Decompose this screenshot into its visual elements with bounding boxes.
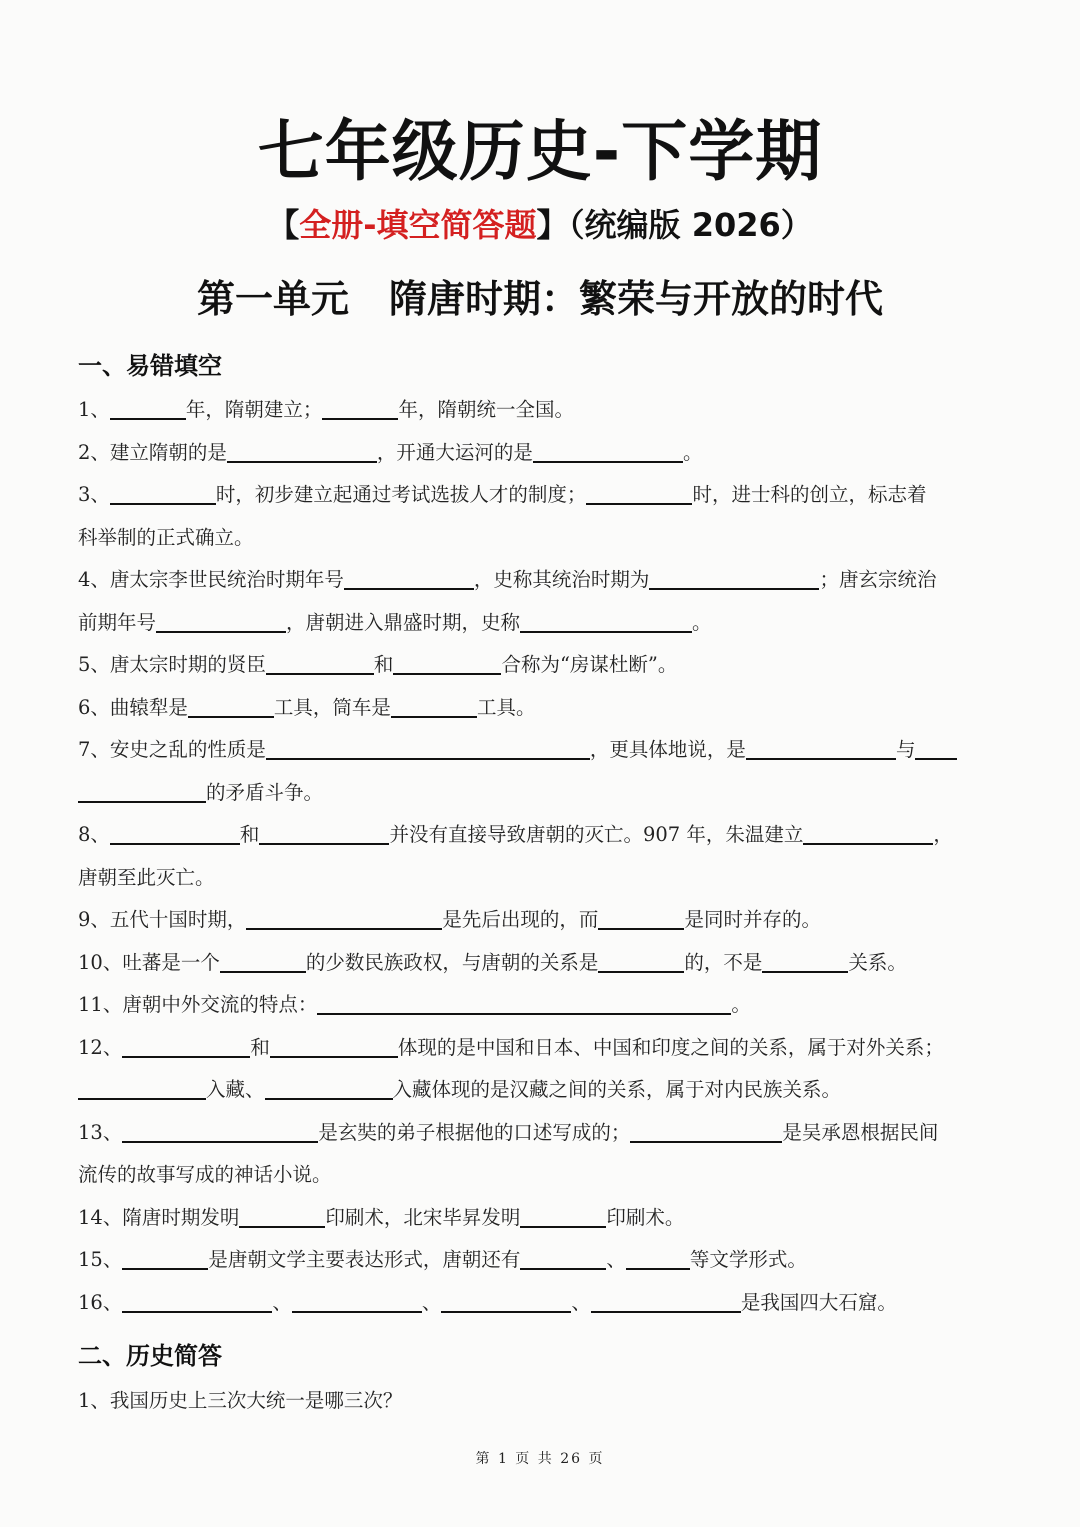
question-16: 16、 、 、 、 是我国四大石窟。 (78, 1291, 897, 1314)
answer-blank[interactable] (265, 1078, 393, 1100)
unit-label: 第一单元 (196, 277, 349, 321)
answer-blank[interactable] (762, 951, 848, 973)
answer-blank[interactable] (630, 1121, 782, 1143)
unit-name: 隋唐时期：繁荣与开放的时代 (389, 277, 884, 321)
answer-blank[interactable] (122, 1036, 250, 1058)
answer-blank[interactable] (122, 1291, 272, 1313)
answer-blank[interactable] (322, 398, 398, 420)
answer-blank[interactable] (292, 1291, 422, 1313)
question-13-cont: 流传的故事写成的神话小说。 (78, 1163, 332, 1186)
answer-blank[interactable] (649, 568, 819, 590)
answer-blank[interactable] (586, 483, 692, 505)
question-2: 2、建立隋朝的是 ，开通大运河的是 。 (78, 441, 703, 464)
question-4: 4、唐太宗李世民统治时期年号 ，史称其统治时期为 ；唐玄宗统治 (78, 568, 937, 591)
answer-blank[interactable] (78, 781, 206, 803)
question-3: 3、 时，初步建立起通过考试选拔人才的制度； 时，进士科的创立，标志着 (78, 483, 927, 506)
question-1: 1、 年，隋朝建立； 年，隋朝统一全国。 (78, 398, 574, 421)
question-14: 14、隋唐时期发明 印刷术，北宋毕昇发明 印刷术。 (78, 1206, 685, 1229)
answer-blank[interactable] (122, 1121, 318, 1143)
question-15: 15、 是唐朝文学主要表达形式，唐朝还有 、 等文学形式。 (78, 1248, 807, 1271)
subtitle-edition: （统编版 2026） (568, 206, 813, 244)
answer-blank[interactable] (591, 1291, 741, 1313)
answer-blank[interactable] (598, 908, 684, 930)
section-heading-short-answer: 二、历史简答 (78, 1342, 222, 1370)
page-title: 七年级历史-下学期 (257, 113, 823, 190)
answer-blank[interactable] (393, 653, 501, 675)
answer-blank[interactable] (188, 696, 274, 718)
question-12: 12、 和 体现的是中国和日本、中国和印度之间的关系，属于对外关系； (78, 1036, 944, 1059)
short-answer-question-1: 1、我国历史上三次大统一是哪三次？ (78, 1389, 403, 1412)
answer-blank[interactable] (270, 1036, 398, 1058)
answer-blank[interactable] (227, 441, 377, 463)
answer-blank[interactable] (520, 1248, 606, 1270)
unit-heading (0, 268, 1080, 323)
answer-blank[interactable] (520, 611, 692, 633)
answer-blank[interactable] (746, 738, 896, 760)
question-4-cont: 前期年号 ，唐朝进入鼎盛时期，史称 。 (78, 611, 712, 634)
answer-blank[interactable] (344, 568, 474, 590)
question-11: 11、唐朝中外交流的特点： 。 (78, 993, 751, 1016)
question-8-cont: 唐朝至此灭亡。 (78, 866, 215, 889)
section-heading-fill-blanks: 一、易错填空 (78, 352, 222, 380)
answer-blank[interactable] (110, 483, 216, 505)
answer-blank[interactable] (803, 823, 933, 845)
answer-blank[interactable] (915, 738, 957, 760)
question-13: 13、 是玄奘的弟子根据他的口述写成的； 是吴承恩根据民间 (78, 1121, 939, 1144)
answer-blank[interactable] (626, 1248, 690, 1270)
answer-blank[interactable] (156, 611, 286, 633)
question-7-cont: 的矛盾斗争。 (78, 780, 323, 806)
answer-blank[interactable] (220, 951, 306, 973)
answer-blank[interactable] (78, 1078, 206, 1100)
answer-blank[interactable] (259, 823, 389, 845)
question-7: 7、安史之乱的性质是 ，更具体地说，是 与 (78, 737, 957, 763)
answer-blank[interactable] (391, 696, 477, 718)
page-footer: 第 1 页 共 26 页 (475, 1451, 605, 1467)
question-8: 8、 和 并没有直接导致唐朝的灭亡。907 年，朱温建立 ， (78, 823, 953, 846)
answer-blank[interactable] (598, 951, 684, 973)
answer-blank[interactable] (441, 1291, 571, 1313)
question-5: 5、唐太宗时期的贤臣 和 合称为“房谋杜断”。 (78, 653, 678, 676)
answer-blank[interactable] (533, 441, 683, 463)
question-12-cont: 入藏、 入藏体现的是汉藏之间的关系，属于对内民族关系。 (78, 1077, 841, 1103)
question-3-cont: 科举制的正式确立。 (78, 526, 254, 549)
question-9: 9、五代十国时期， 是先后出现的，而 是同时并存的。 (78, 908, 821, 931)
answer-blank[interactable] (317, 993, 731, 1015)
answer-blank[interactable] (110, 823, 240, 845)
question-10: 10、吐蕃是一个 的少数民族政权，与唐朝的关系是 的，不是 关系。 (78, 951, 907, 974)
answer-blank[interactable] (246, 908, 442, 930)
answer-blank[interactable] (110, 398, 186, 420)
question-6: 6、曲辕犁是 工具，筒车是 工具。 (78, 696, 536, 719)
subtitle-highlight: 全册-填空简答题 (299, 206, 537, 244)
answer-blank[interactable] (239, 1206, 325, 1228)
answer-blank[interactable] (520, 1206, 606, 1228)
subtitle: 【全册-填空简答题】（统编版 2026） (267, 206, 813, 244)
answer-blank[interactable] (266, 738, 590, 760)
answer-blank[interactable] (266, 653, 374, 675)
answer-blank[interactable] (122, 1248, 208, 1270)
